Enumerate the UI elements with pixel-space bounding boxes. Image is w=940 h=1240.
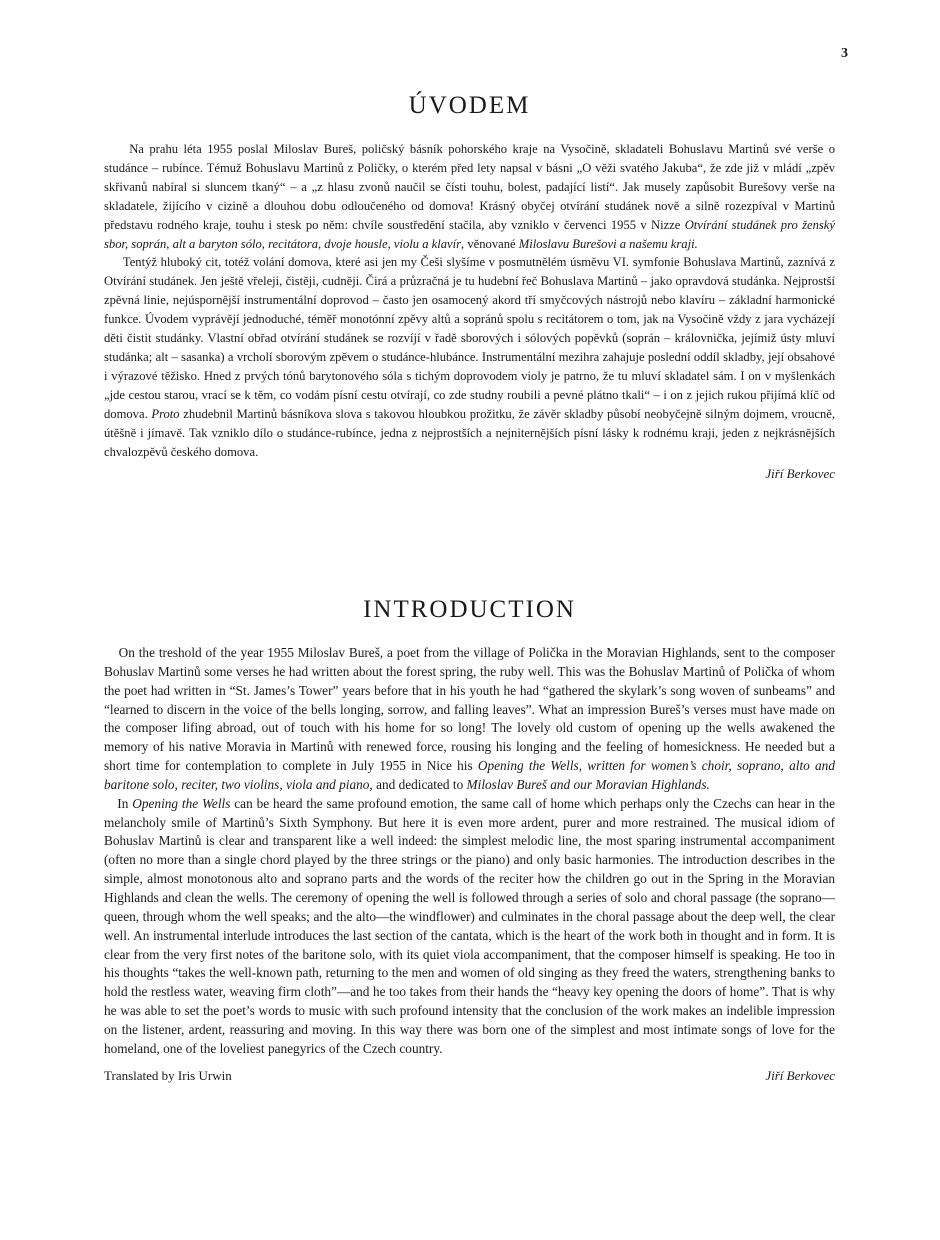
czech-title: ÚVODEM — [408, 92, 531, 119]
english-body — [104, 644, 835, 1059]
text-segment: and dedicated to — [372, 776, 467, 792]
italic-text-segment: Miloslav Bureš and our Moravian Highlands. — [466, 776, 710, 792]
english-title: INTRODUCTION — [363, 596, 576, 623]
italic-text-segment: Miloslavu Burešovi a našemu kraji. — [518, 236, 698, 251]
czech-paragraph-1 — [104, 140, 835, 253]
english-footer — [104, 1068, 835, 1084]
text-segment: zhudebnil Martinů básníkova slova s takovou hloubkou prožitku, že závěr skladby působí neobyčejně silným dojmem, vroucně, útěšně i jímavě. Tak vzniklo dílo o studánce-rubínce, jedna z nejprostších a nejniternějších písní lásky k rodnému kraji, jeden z nejkrásnějších chvalozpěvů českého domova. — [104, 406, 835, 459]
italic-text-segment: Opening the Wells, written for women’s choir, soprano, alto and baritone solo, reciter, two violins, viola and piano, — [104, 758, 835, 792]
czech-signature: Jiří Berkovec — [765, 466, 835, 482]
page-number: 3 — [841, 46, 848, 61]
text-segment: Tentýž hluboký cit, totéž volání domova, které asi jen my Češi slyšíme v posmutnělém úsměvu VI. symfonie Bohuslava Martinů, zaznívá z Otvírání studánek. Jen ještě vřeleji, čistěji, cudněji. Čirá a průzračná je tu hudební řeč Bohuslava Martinů – jako opravdová studánka. Nejprostší zpěvná linie, nejúspornější instrumentální doprovod – často jen osamocený akord tří smyčcových nástrojů nebo klavíru – základní harmonické funkce. Úvodem vyprávějí jednoduché, téměř monotónní zpěvy altů a sopránů spolu s recitátorem o tom, jak na Vysočině vždy z jara vycházejí děti čistit studánky. Vlastní obřad otvírání studánek se rozvíjí v řadě sborových i sólových popěvků (soprán – královnička, jejímiž ústy mluví studánka; alt – sasanka) a vrcholí sborovým zpěvem o studánce-hlubánce. Instrumentální mezihra zahajuje poslední oddíl skladby, její obsahové i výrazové těžisko. Hned z prvých tónů barytonového sóla s tichým doprovodem violy je patrno, že tu mluví skladatel sám. I on v myšlenkách „jde cestou starou, vrací se k těm, co vodám písní cestu otvírají, co zde studny roubili a pevné plátno tkali“ – i on z jejich rukou přijímá klíč od domova. — [104, 255, 835, 421]
text-segment: , věnované — [461, 236, 519, 251]
text-segment: On the treshold of the year 1955 Miloslav Bureš, a poet from the village of Polička in the Moravian Highlands, sent to the composer Bohuslav Martinů some verses he had written about the forest spring, the ruby well. This was the Bohuslav Martinů of Polička of whom the poet had written in “St. James’s Tower” years before that in his youth he had “gathered the skylark’s song woven of sunbeams” and “learned to discern in the voice of the bells longing, sorrow, and falling leaves”. What an impression Bureš’s verses must have made on the composer lifing abroad, out of touch with his home for so long! The lovely old custom of opening up the wells awakened the memory of his native Moravia in Martinů with renewed force, rousing his longing and the feeling of homesickness. He needed but a short time for contemplation to complete in July 1955 in Nice his — [104, 645, 835, 774]
czech-paragraph-2 — [104, 253, 835, 461]
text-segment: can be heard the same profound emotion, the same call of home which perhaps only the Czechs can hear in the melancholy smile of Martinů’s Sixth Symphony. But here it is even more ardent, purer and more restrained. The musical idiom of Bohuslav Martinů is clear and transparent like a well indeed: the simplest melodic line, the most sparing instrumental accompaniment (often no more than a single chord played by the three strings or the piano) and only basic harmonies. The introduction describes in the simple, almost monotonous alto and soprano parts and the words of the reciter how the children go out in the Spring in the Moravian Highlands and clean the wells. The ceremony of opening the well is followed through a series of solo and choral passage (the soprano—queen, through whom the well speaks; and the alto—the windflower) and culminates in the choral passage about the deep well, the clear well. An instrumental interlude introduces the last section of the cantata, which is the heart of the work both in thought and in form. It is clear from the very first notes of the baritone solo, with its quiet viola accompaniment, that the composer himself is speaking. He too in his thoughts “takes the well-known path, returning to the men and women of old singing as they freed the waters, strengthening banks to hold the restless water, weaving firm cloth”—and he too takes from their hands the “heavy key opening the doors of home”. That is why he was able to set the poet’s words to music with such profound intensity that the conclusion of the work makes an indelible impression on the listener, ardent, reassuring and moving. In this way there was born one of the simplest and most intimate songs of love for the homeland, one of the loveliest panegyrics of the Czech country. — [104, 795, 836, 1056]
italic-text-segment: Proto — [151, 406, 180, 421]
english-introduction-section — [104, 596, 835, 1084]
czech-introduction-section — [104, 92, 835, 482]
english-paragraph-1 — [104, 644, 835, 795]
text-segment: Na prahu léta 1955 poslal Miloslav Bureš, poličský básník pohorského kraje na Vysočině, skladateli Bohuslavu Martinů své verše o studánce – rubínce. Témuž Bohuslavu Martinů z Poličky, o kterém před lety napsal v básni „O věži svatého Jakuba“, že zde již v mládí „zpěv skřivanů nabíral si sluncem tkaný“ – a „z hlasu zvonů naučil se čísti touhu, bolest, padající listí“. Jak musely zapůsobit Burešovy verše na skladatele, žijícího v cizině a dlouhou dobu odloučeného od domova! Krásný obyčej otvírání studánek nově a silně rozezpíval v Martinů představu rodného kraje, touhu i stesk po něm: chvíle soustředění stačila, aby vzniklo v červenci 1955 v Nizze — [104, 142, 835, 232]
english-paragraph-2 — [104, 795, 835, 1059]
italic-text-segment: Otvírání studánek pro ženský sbor, soprán, alt a baryton sólo, recitátora, dvoje housle, violu a klavír — [104, 217, 835, 251]
translator-credit: Translated by Iris Urwin — [104, 1067, 232, 1083]
english-signature: Jiří Berkovec — [765, 1067, 835, 1083]
czech-body — [104, 140, 835, 461]
italic-text-segment: Opening the Wells — [132, 795, 231, 811]
text-segment: In — [117, 795, 133, 811]
